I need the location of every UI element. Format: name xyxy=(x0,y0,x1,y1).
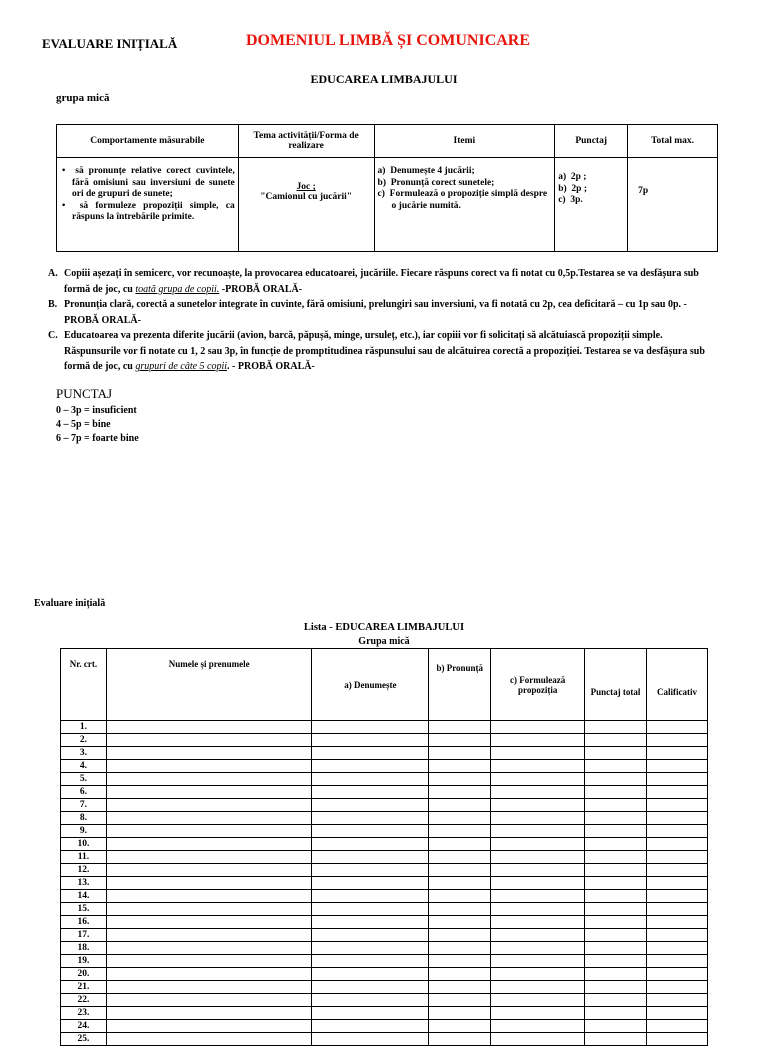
empty-cell xyxy=(585,747,647,760)
empty-cell xyxy=(106,890,312,903)
empty-cell xyxy=(312,851,429,864)
list-group: Grupa mică xyxy=(358,636,410,647)
student-list-body xyxy=(61,721,708,1046)
empty-cell xyxy=(585,786,647,799)
empty-cell xyxy=(491,968,585,981)
header-evaluation-label: EVALUARE INIȚIALĂ xyxy=(42,36,178,51)
empty-cell xyxy=(429,1020,491,1033)
table-row xyxy=(61,942,708,955)
empty-cell xyxy=(106,799,312,812)
empty-cell xyxy=(491,994,585,1007)
row-number: 2. xyxy=(61,734,107,747)
empty-cell xyxy=(312,786,429,799)
table-row xyxy=(61,773,708,786)
empty-cell xyxy=(647,903,708,916)
empty-cell xyxy=(106,942,312,955)
empty-cell xyxy=(647,955,708,968)
empty-cell xyxy=(106,721,312,734)
empty-cell xyxy=(491,825,585,838)
empty-cell xyxy=(647,942,708,955)
empty-cell xyxy=(647,721,708,734)
empty-cell xyxy=(312,1033,429,1046)
empty-cell xyxy=(429,968,491,981)
empty-cell xyxy=(429,734,491,747)
header-name: Numele și prenumele xyxy=(106,649,312,721)
empty-cell xyxy=(491,955,585,968)
row-number: 4. xyxy=(61,760,107,773)
empty-cell xyxy=(491,812,585,825)
empty-cell xyxy=(647,916,708,929)
scoring-title: PUNCTAJ xyxy=(56,386,113,401)
table-row xyxy=(61,786,708,799)
empty-cell xyxy=(585,1007,647,1020)
total-cell xyxy=(628,158,718,252)
row-number: 5. xyxy=(61,773,107,786)
empty-cell xyxy=(312,747,429,760)
empty-cell xyxy=(491,734,585,747)
empty-cell xyxy=(491,721,585,734)
empty-cell xyxy=(585,942,647,955)
row-number: 8. xyxy=(61,812,107,825)
empty-cell xyxy=(429,929,491,942)
empty-cell xyxy=(312,877,429,890)
empty-cell xyxy=(106,994,312,1007)
empty-cell xyxy=(585,721,647,734)
empty-cell xyxy=(106,981,312,994)
group-label: grupa mică xyxy=(56,92,110,104)
table-row xyxy=(61,981,708,994)
empty-cell xyxy=(312,773,429,786)
empty-cell xyxy=(429,799,491,812)
paragraph-letter: A. xyxy=(48,268,58,279)
score-item: b) 2p ; xyxy=(558,183,587,194)
empty-cell xyxy=(106,760,312,773)
table-row xyxy=(61,721,708,734)
table-row xyxy=(61,994,708,1007)
empty-cell xyxy=(429,786,491,799)
empty-cell xyxy=(491,929,585,942)
empty-cell xyxy=(106,916,312,929)
table-row xyxy=(61,1033,708,1046)
scoring-row: 4 – 5p = bine xyxy=(56,419,111,430)
empty-cell xyxy=(106,877,312,890)
header-nr: Nr. crt. xyxy=(61,649,107,721)
empty-cell xyxy=(491,916,585,929)
table-row xyxy=(61,747,708,760)
empty-cell xyxy=(491,864,585,877)
table-row xyxy=(61,955,708,968)
empty-cell xyxy=(312,903,429,916)
row-number: 25. xyxy=(61,1033,107,1046)
empty-cell xyxy=(106,747,312,760)
row-number: 14. xyxy=(61,890,107,903)
row-number: 1. xyxy=(61,721,107,734)
empty-cell xyxy=(312,799,429,812)
items-cell xyxy=(374,158,555,252)
table-row xyxy=(61,1020,708,1033)
header-activity: Tema activității/Forma de realizare xyxy=(238,125,374,158)
empty-cell xyxy=(106,825,312,838)
table-row xyxy=(61,812,708,825)
empty-cell xyxy=(491,1007,585,1020)
empty-cell xyxy=(647,760,708,773)
empty-cell xyxy=(647,981,708,994)
empty-cell xyxy=(647,994,708,1007)
empty-cell xyxy=(429,903,491,916)
empty-cell xyxy=(647,877,708,890)
empty-cell xyxy=(429,747,491,760)
header-a: a) Denumește xyxy=(312,649,429,721)
empty-cell xyxy=(429,838,491,851)
empty-cell xyxy=(312,929,429,942)
item: b) Pronunță corect sunetele; xyxy=(377,177,495,188)
row-number: 15. xyxy=(61,903,107,916)
table-row xyxy=(61,916,708,929)
empty-cell xyxy=(429,851,491,864)
empty-cell xyxy=(106,955,312,968)
empty-cell xyxy=(106,812,312,825)
empty-cell xyxy=(647,864,708,877)
empty-cell xyxy=(647,773,708,786)
row-number: 13. xyxy=(61,877,107,890)
empty-cell xyxy=(585,1020,647,1033)
row-number: 22. xyxy=(61,994,107,1007)
row-number: 21. xyxy=(61,981,107,994)
item: c) Formulează o propoziție simplă despre o jucărie numită. xyxy=(377,189,548,211)
empty-cell xyxy=(429,1033,491,1046)
empty-cell xyxy=(491,773,585,786)
empty-cell xyxy=(106,773,312,786)
behaviors-cell xyxy=(57,158,239,252)
behavior-item: • să formuleze propoziții simple, ca răspuns la întrebările primite. xyxy=(62,200,235,222)
empty-cell xyxy=(647,929,708,942)
empty-cell xyxy=(647,851,708,864)
empty-cell xyxy=(429,773,491,786)
assessment-table-row xyxy=(57,158,718,252)
instruction-paragraph: A. Copiii așezați în semicerc, vor recunoaște, la provocarea educatoarei, jucăriile. Fiecare răspuns corect va fi notat cu 0,5p.Testarea se va desfășura sub formă de joc, cu toată grupa de copii. -PROBĂ ORALĂ- xyxy=(48,268,699,295)
empty-cell xyxy=(312,760,429,773)
empty-cell xyxy=(647,1007,708,1020)
empty-cell xyxy=(106,734,312,747)
row-number: 9. xyxy=(61,825,107,838)
empty-cell xyxy=(429,890,491,903)
row-number: 3. xyxy=(61,747,107,760)
empty-cell xyxy=(647,747,708,760)
assessment-table-header xyxy=(57,125,718,158)
scores-cell xyxy=(555,158,628,252)
header-domain-title: DOMENIUL LIMBĂ ȘI COMUNICARE xyxy=(246,32,531,49)
empty-cell xyxy=(429,877,491,890)
empty-cell xyxy=(647,838,708,851)
scoring-row: 6 – 7p = foarte bine xyxy=(56,433,139,444)
header-total: Total max. xyxy=(628,125,718,158)
empty-cell xyxy=(106,838,312,851)
row-number: 10. xyxy=(61,838,107,851)
empty-cell xyxy=(312,734,429,747)
row-number: 6. xyxy=(61,786,107,799)
empty-cell xyxy=(106,929,312,942)
table-row xyxy=(61,1007,708,1020)
empty-cell xyxy=(429,994,491,1007)
score-item: a) 2p ; xyxy=(558,172,587,182)
empty-cell xyxy=(106,1007,312,1020)
empty-cell xyxy=(312,812,429,825)
empty-cell xyxy=(491,981,585,994)
empty-cell xyxy=(647,799,708,812)
score-item: c) 3p. xyxy=(558,195,583,205)
empty-cell xyxy=(491,747,585,760)
subject-title: EDUCAREA LIMBAJULUI xyxy=(310,72,458,86)
row-number: 23. xyxy=(61,1007,107,1020)
empty-cell xyxy=(491,942,585,955)
total-value: 7p xyxy=(638,186,649,196)
row-number: 18. xyxy=(61,942,107,955)
scoring-row: 0 – 3p = insuficient xyxy=(56,405,137,416)
empty-cell xyxy=(106,968,312,981)
table-row xyxy=(61,825,708,838)
student-list-table xyxy=(60,648,708,1046)
empty-cell xyxy=(429,721,491,734)
header-b: b) Pronunță xyxy=(429,649,491,721)
header-c: c) Formulează propoziția xyxy=(491,649,585,721)
empty-cell xyxy=(585,773,647,786)
empty-cell xyxy=(491,786,585,799)
empty-cell xyxy=(585,851,647,864)
empty-cell xyxy=(585,968,647,981)
empty-cell xyxy=(491,1033,585,1046)
activity-form: Joc ; xyxy=(296,182,316,192)
empty-cell xyxy=(429,760,491,773)
student-list-header xyxy=(61,649,708,721)
empty-cell xyxy=(429,812,491,825)
table-row xyxy=(61,838,708,851)
scoring-section xyxy=(56,386,139,446)
table-row xyxy=(61,864,708,877)
table-row xyxy=(61,734,708,747)
empty-cell xyxy=(491,760,585,773)
empty-cell xyxy=(585,825,647,838)
row-number: 7. xyxy=(61,799,107,812)
empty-cell xyxy=(585,890,647,903)
empty-cell xyxy=(106,864,312,877)
empty-cell xyxy=(429,942,491,955)
empty-cell xyxy=(491,799,585,812)
header-score: Punctaj xyxy=(555,125,628,158)
empty-cell xyxy=(585,994,647,1007)
empty-cell xyxy=(312,825,429,838)
empty-cell xyxy=(491,1020,585,1033)
row-number: 19. xyxy=(61,955,107,968)
empty-cell xyxy=(491,890,585,903)
list-title: Lista - EDUCAREA LIMBAJULUI xyxy=(303,622,465,633)
row-number: 12. xyxy=(61,864,107,877)
empty-cell xyxy=(429,864,491,877)
empty-cell xyxy=(312,1007,429,1020)
assessment-table xyxy=(56,124,718,252)
empty-cell xyxy=(312,968,429,981)
empty-cell xyxy=(106,903,312,916)
empty-cell xyxy=(106,786,312,799)
table-row xyxy=(61,760,708,773)
empty-cell xyxy=(647,786,708,799)
header-total: Punctaj total xyxy=(585,649,647,721)
empty-cell xyxy=(429,981,491,994)
table-row xyxy=(61,877,708,890)
empty-cell xyxy=(491,838,585,851)
empty-cell xyxy=(585,903,647,916)
paragraph-letter: B. xyxy=(48,299,58,310)
row-number: 17. xyxy=(61,929,107,942)
empty-cell xyxy=(585,760,647,773)
empty-cell xyxy=(585,838,647,851)
empty-cell xyxy=(647,734,708,747)
empty-cell xyxy=(429,1007,491,1020)
empty-cell xyxy=(585,877,647,890)
item: a) Denumește 4 jucării; xyxy=(377,166,475,176)
empty-cell xyxy=(491,877,585,890)
table-row xyxy=(61,903,708,916)
empty-cell xyxy=(585,1033,647,1046)
row-number: 20. xyxy=(61,968,107,981)
empty-cell xyxy=(312,864,429,877)
empty-cell xyxy=(106,1033,312,1046)
instructions xyxy=(48,266,708,375)
table-row xyxy=(61,968,708,981)
row-number: 16. xyxy=(61,916,107,929)
empty-cell xyxy=(312,721,429,734)
empty-cell xyxy=(585,812,647,825)
empty-cell xyxy=(429,825,491,838)
empty-cell xyxy=(647,890,708,903)
paragraph-letter: C. xyxy=(48,330,58,341)
header-behaviors: Comportamente măsurabile xyxy=(57,125,239,158)
empty-cell xyxy=(585,799,647,812)
empty-cell xyxy=(106,851,312,864)
row-number: 24. xyxy=(61,1020,107,1033)
empty-cell xyxy=(585,981,647,994)
instruction-paragraph: C. Educatoarea va prezenta diferite jucării (avion, barcă, păpușă, minge, ursuleț, etc.), iar copiii vor fi solicitați să alcătuiască propoziții simple. Răspunsurile vor fi notate cu 1, 2 sau 3p, în funcție de promptitudinea răspunsului sau de alcătuirea corectă a propoziției. Testarea se va desfășura sub formă de joc, cu grupuri de câte 5 copii. - PROBĂ ORALĂ- xyxy=(48,330,705,372)
empty-cell xyxy=(491,903,585,916)
empty-cell xyxy=(647,812,708,825)
empty-cell xyxy=(429,916,491,929)
empty-cell xyxy=(312,1020,429,1033)
empty-cell xyxy=(312,838,429,851)
activity-name: "Camionul cu jucării" xyxy=(260,192,353,202)
empty-cell xyxy=(312,890,429,903)
empty-cell xyxy=(312,942,429,955)
table-row xyxy=(61,929,708,942)
empty-cell xyxy=(585,734,647,747)
row-number: 11. xyxy=(61,851,107,864)
empty-cell xyxy=(585,929,647,942)
empty-cell xyxy=(491,851,585,864)
empty-cell xyxy=(647,968,708,981)
empty-cell xyxy=(647,1033,708,1046)
empty-cell xyxy=(312,916,429,929)
header-items: Itemi xyxy=(374,125,555,158)
empty-cell xyxy=(312,994,429,1007)
table-row xyxy=(61,890,708,903)
empty-cell xyxy=(647,825,708,838)
header-grade: Calificativ xyxy=(647,649,708,721)
empty-cell xyxy=(312,981,429,994)
empty-cell xyxy=(647,1020,708,1033)
instruction-paragraph: B. Pronunția clară, corectă a sunetelor integrate în cuvinte, fără omisiuni, prelungiri sau inversiuni, va fi notată cu 2p, cea deficitară – cu 1p sau 0p. -PROBĂ ORALĂ- xyxy=(48,299,687,326)
evaluation-label: Evaluare inițială xyxy=(34,598,106,609)
activity-cell xyxy=(238,158,374,252)
empty-cell xyxy=(106,1020,312,1033)
empty-cell xyxy=(429,955,491,968)
empty-cell xyxy=(585,916,647,929)
table-row xyxy=(61,799,708,812)
empty-cell xyxy=(585,955,647,968)
empty-cell xyxy=(312,955,429,968)
empty-cell xyxy=(585,864,647,877)
behavior-item: • să pronunțe relative corect cuvintele, fără omisiuni sau inversiuni de sunete ori de grupuri de sunete; xyxy=(62,166,235,199)
table-row xyxy=(61,851,708,864)
